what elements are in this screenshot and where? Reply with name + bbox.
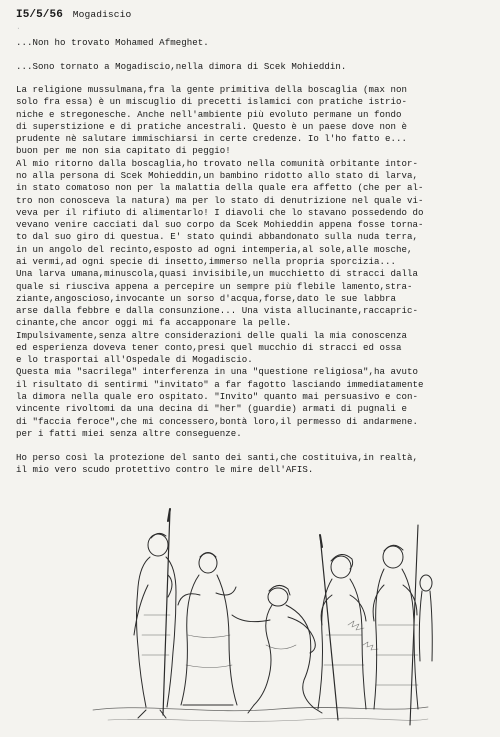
- paragraph-2: Al mio ritorno dalla boscaglia,ho trovato nella comunità orbitante intor- no alla persona di Scek Mohieddin,un bambino ridotto allo stato di larva, in stato comatoso non per la malattia della quale era affetto (che per al- tro non conosceva la natura) ma per lo stato di denutrizione nel quale vi- veva per il rifiuto di alimentarlo! I diavoli che lo stavano possedendo do vevano venire cacciati dal suo corpo da Scek Mohieddin appena fosse torna- to dal suo giro di questua. E' stato quindi abbandonato sulla nuda terra, in un angolo del recinto,esposto ad ogni intemperia,al sole,alle mosche, ai vermi,ad ogni specie di insetto,immerso nella propria sporcizia...: [16, 157, 424, 267]
- paragraph-4: Impulsivamente,senza altre considerazioni delle quali la mia conoscenza ed esperienza doveva tener conto,presi quel mucchio di stracci ed ossa e lo trasportai all'Ospedale di Mogadiscio.: [16, 329, 408, 366]
- sketch-illustration: [88, 505, 433, 735]
- body-text: [16, 84, 490, 477]
- paragraph-6: Ho perso così la protezione del santo dei santi,che costituiva,in realtà, il mio vero scudo protettivo contro le mire dell'AFIS.: [16, 452, 419, 476]
- paragraph-3: Una larva umana,minuscola,quasi invisibile,un mucchietto di stracci dalla quale si riusciva appena a percepire un sempre più flebile lamento,stra- ziante,angoscioso,invocante un sorso d'acqua,forse,dato le sue labbra arse dalla febbre e dalla consunzione... Una vista allucinante,raccapric- cinante,che ancor oggi mi fa accapponare la pelle.: [16, 268, 419, 329]
- paragraph-1: La religione mussulmana,fra la gente primitiva della boscaglia (max non solo fra essa) è un miscuglio di precetti islamici con pratiche istrio- niche e stregonesche. Anche nell'ambiente più evoluto permane un fondo di superstizione e di pratiche ancestrali. Questo è un paese dove non è prudente nè salutare immischiarsi in certe credenze. Io l'ho fatto e... buon per me non sia capitato di peggio!: [16, 84, 408, 157]
- note-line-2: ...Sono tornato a Mogadiscio,nella dimora di Scek Mohieddin.: [16, 61, 347, 72]
- faint-margin-mark: .: [16, 23, 21, 32]
- header-date: I5/5/56: [16, 9, 63, 21]
- paragraph-5: Questa mia "sacrilega" interferenza in una "questione religiosa",ha avuto il risultato di sentirmi "invitato" a far fagotto lasciando immediatamente la dimora nella quale ero ospitato. "Invito" quanto mai persuasivo e con- vincente rivoltomi da una decina di "her" (guardie) armati di pugnali e di "faccia feroce",che mi concessero,bontà loro,il permesso di andarmene. per i fatti miei senza altre conseguenze.: [16, 366, 424, 439]
- header-place: Mogadiscio: [72, 9, 132, 20]
- page-header: [16, 10, 131, 21]
- note-line-1: ...Non ho trovato Mohamed Afmeghet.: [16, 37, 209, 48]
